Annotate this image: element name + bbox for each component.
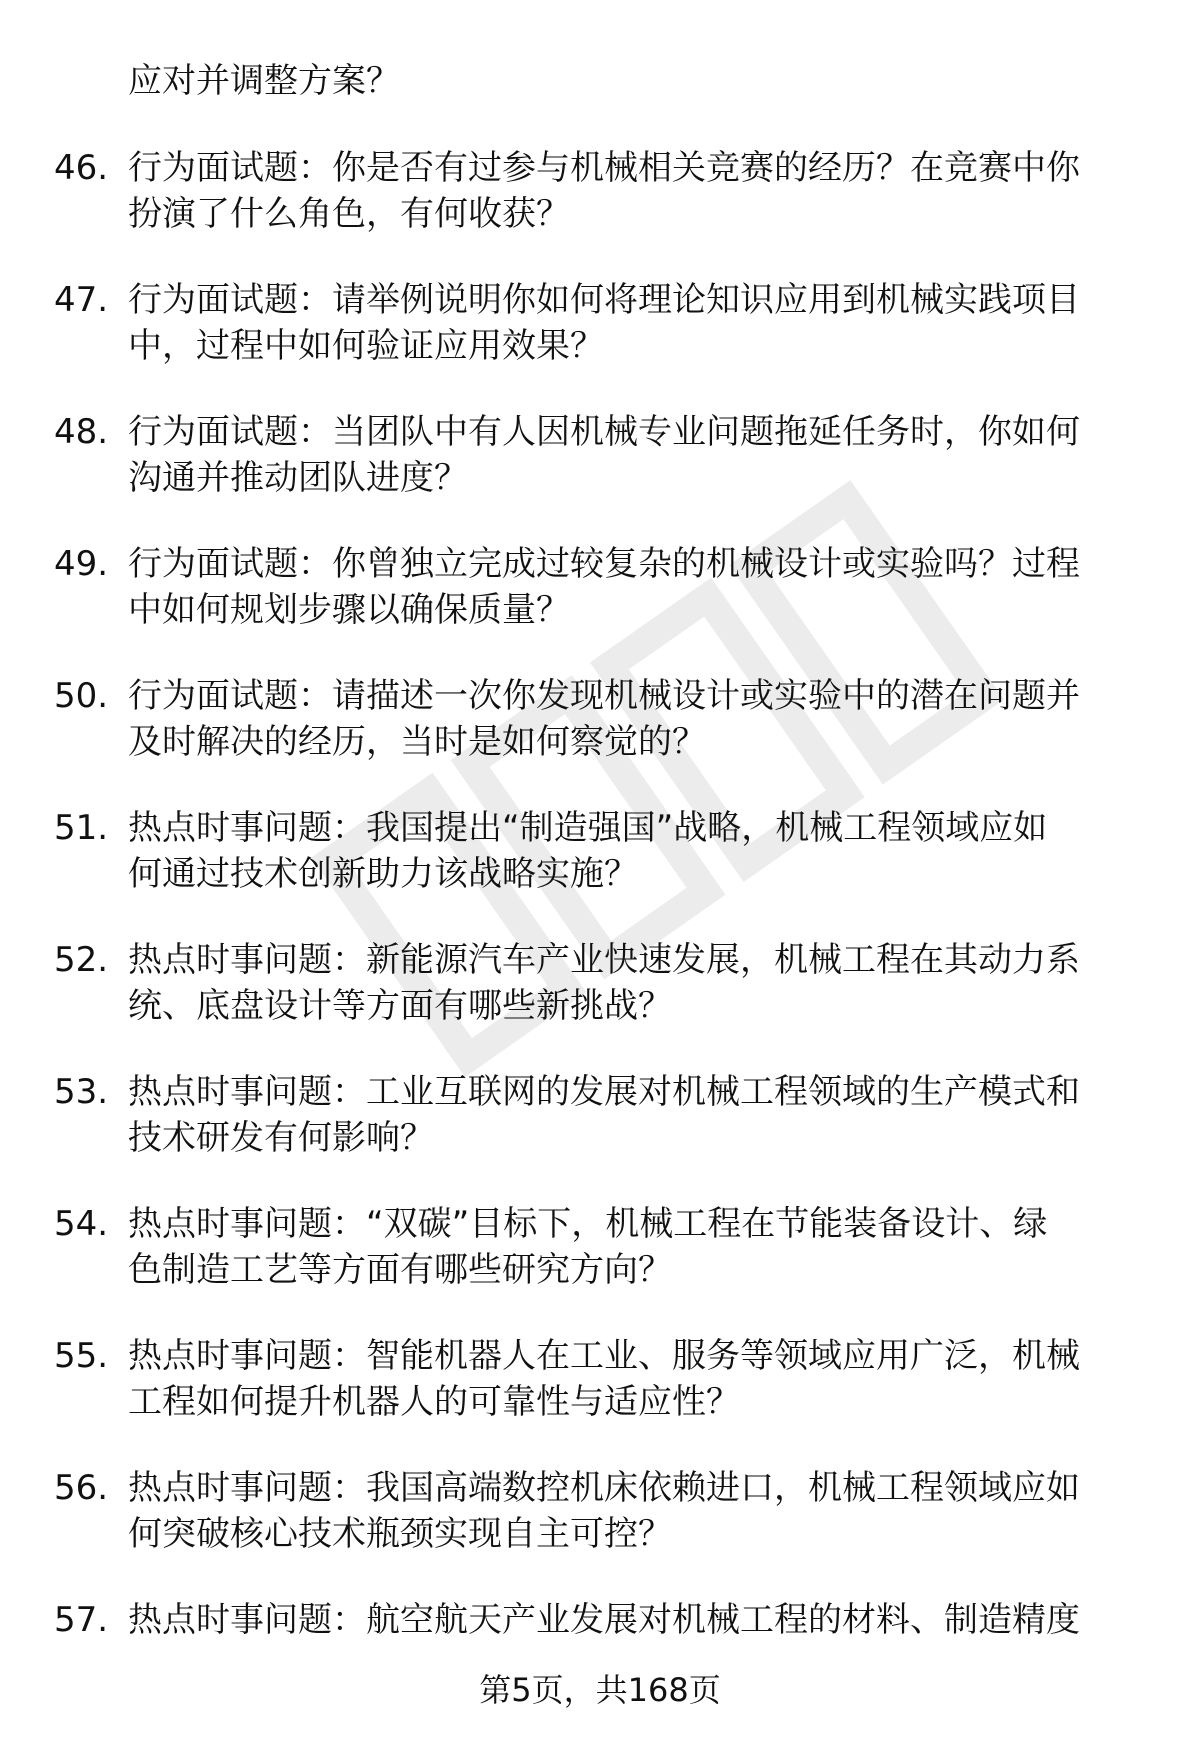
item-line: 统、底盘设计等方面有哪些新挑战？ (128, 986, 672, 1026)
list-item (0, 145, 1200, 277)
item-number: 54. (54, 1204, 109, 1244)
item-line: 及时解决的经历，当时是如何察觉的？ (128, 722, 706, 762)
item-line: 热点时事问题：航空航天产业发展对机械工程的材料、制造精度 (128, 1600, 1080, 1640)
item-text (128, 277, 1140, 369)
item-text (128, 145, 1140, 237)
item-line: 热点时事问题：智能机器人在工业、服务等领域应用广泛，机械 (128, 1336, 1080, 1376)
list-item (0, 937, 1200, 1069)
list-item (0, 805, 1200, 937)
item-line: 扮演了什么角色，有何收获？ (128, 194, 570, 234)
item-text (128, 805, 1140, 897)
item-number: 48. (54, 412, 109, 452)
item-text (128, 541, 1140, 633)
item-line: 行为面试题：请举例说明你如何将理论知识应用到机械实践项目 (128, 280, 1080, 320)
item-line: 行为面试题：当团队中有人因机械专业问题拖延任务时，你如何 (128, 412, 1080, 452)
item-number: 56. (54, 1468, 109, 1508)
item-line: 行为面试题：你曾独立完成过较复杂的机械设计或实验吗？过程 (128, 544, 1080, 584)
list-item (0, 1465, 1200, 1597)
item-line: 色制造工艺等方面有哪些研究方向？ (128, 1250, 672, 1290)
item-line: 热点时事问题：工业互联网的发展对机械工程领域的生产模式和 (128, 1072, 1080, 1112)
item-number: 53. (54, 1072, 109, 1112)
item-text (128, 1201, 1140, 1293)
list-item (0, 1069, 1200, 1201)
item-line: 热点时事问题：我国高端数控机床依赖进口，机械工程领域应如 (128, 1468, 1080, 1508)
item-text (128, 1069, 1140, 1161)
item-line: 何突破核心技术瓶颈实现自主可控？ (128, 1514, 672, 1554)
list-item (0, 1201, 1200, 1333)
item-line: 工程如何提升机器人的可靠性与适应性？ (128, 1382, 740, 1422)
item-text (128, 937, 1140, 1029)
item-number: 55. (54, 1336, 109, 1376)
item-line: 中如何规划步骤以确保质量？ (128, 590, 570, 630)
item-number: 57. (54, 1600, 109, 1640)
continuation-text: 应对并调整方案？ (128, 61, 400, 101)
item-line: 中，过程中如何验证应用效果？ (128, 326, 604, 366)
item-number: 52. (54, 940, 109, 980)
item-number: 46. (54, 148, 109, 188)
item-number: 51. (54, 808, 109, 848)
page-footer: 第5页，共168页 (479, 1671, 721, 1709)
item-line: 何通过技术创新助力该战略实施？ (128, 854, 638, 894)
item-line: 热点时事问题：新能源汽车产业快速发展，机械工程在其动力系 (128, 940, 1080, 980)
item-text (128, 1597, 1140, 1643)
item-number: 50. (54, 676, 109, 716)
item-line: 行为面试题：你是否有过参与机械相关竞赛的经历？在竞赛中你 (128, 148, 1080, 188)
list-item (0, 277, 1200, 409)
item-line: 行为面试题：请描述一次你发现机械设计或实验中的潜在问题并 (128, 676, 1080, 716)
item-text (128, 1333, 1140, 1425)
item-number: 49. (54, 544, 109, 584)
question-list (0, 145, 1200, 1729)
item-text (128, 1465, 1140, 1557)
item-line: 热点时事问题：我国提出“制造强国”战略，机械工程领域应如 (128, 808, 1048, 848)
list-item (0, 673, 1200, 805)
item-line: 沟通并推动团队进度？ (128, 458, 468, 498)
item-number: 47. (54, 280, 109, 320)
item-text (128, 673, 1140, 765)
list-item (0, 541, 1200, 673)
list-item (0, 1333, 1200, 1465)
item-line: 热点时事问题：“双碳”目标下，机械工程在节能装备设计、绿 (128, 1204, 1048, 1244)
item-text (128, 409, 1140, 501)
list-item (0, 409, 1200, 541)
item-line: 技术研发有何影响？ (128, 1118, 434, 1158)
